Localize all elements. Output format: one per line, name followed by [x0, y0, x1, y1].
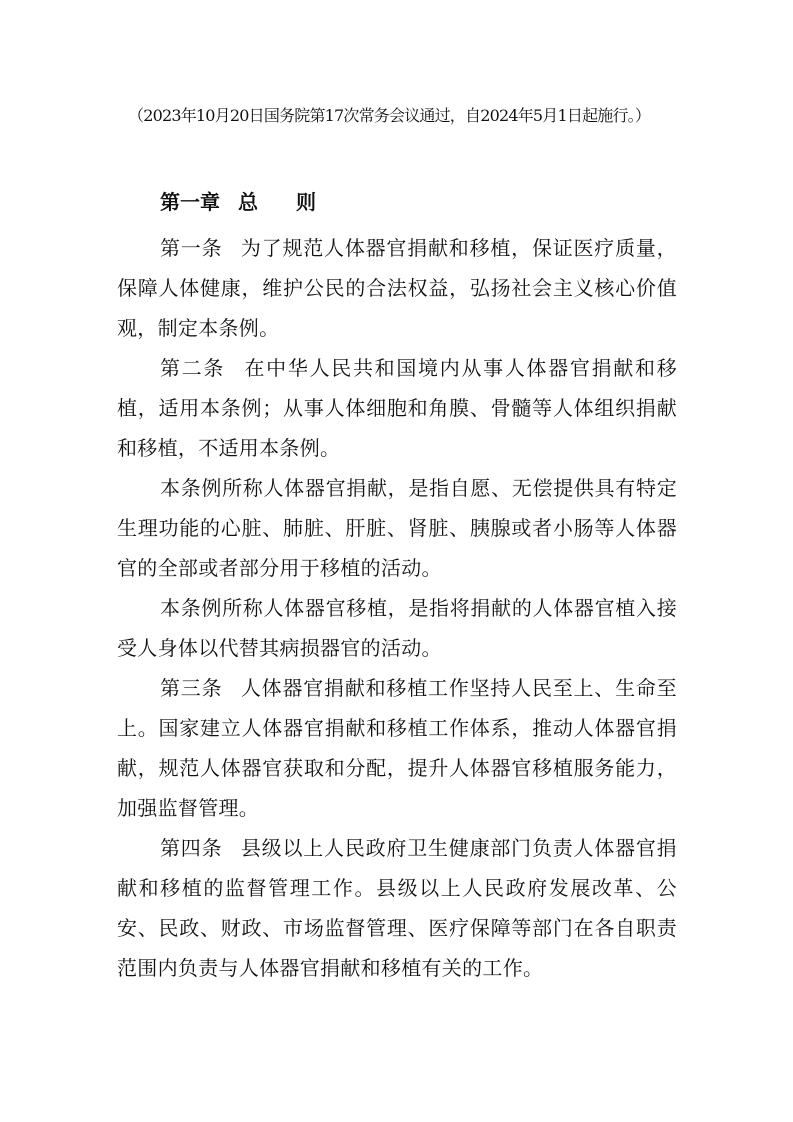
paragraph-text: 本条例所称人体器官移植，是指将捐献的人体器官植入接受人身体以代替其病损器官的活动。 [117, 596, 677, 660]
paragraph-text: 县级以上人民政府卫生健康部门负责人体器官捐献和移植的监督管理工作。县级以上人民政府发展改革、公安、民政、财政、市场监督管理、医疗保障等部门在各自职责范围内负责与人体器官捐献和移植有关的工作。 [117, 836, 677, 980]
paragraph-article-1 [117, 228, 677, 348]
article-number: 第三条 [160, 676, 223, 700]
paragraph-text: 在中华人民共和国境内从事人体器官捐献和移植，适用本条例；从事人体细胞和角膜、骨髓等人体组织捐献和移植，不适用本条例。 [117, 356, 678, 460]
paragraph-article-2-definition-donation [117, 468, 677, 588]
article-number: 第二条 [160, 356, 226, 380]
chapter-title-part2: 则 [296, 190, 316, 214]
chapter-number: 第一章 [160, 190, 220, 214]
paragraph-article-2 [117, 348, 677, 468]
chapter-title-part1: 总 [238, 190, 258, 214]
article-number: 第一条 [160, 236, 223, 260]
article-number: 第四条 [160, 836, 223, 860]
document-body [117, 228, 677, 988]
paragraph-text: 为了规范人体器官捐献和移植，保证医疗质量，保障人体健康，维护公民的合法权益，弘扬社会主义核心价值观，制定本条例。 [117, 236, 677, 340]
paragraph-article-2-definition-transplant [117, 588, 677, 668]
paragraph-article-3 [117, 668, 677, 828]
adoption-note: （2023年10月20日国务院第17次常务会议通过，自2024年5月1日起施行。） [128, 106, 651, 125]
chapter-heading [160, 188, 316, 216]
paragraph-text: 人体器官捐献和移植工作坚持人民至上、生命至上。国家建立人体器官捐献和移植工作体系，推动人体器官捐献，规范人体器官获取和分配，提升人体器官移植服务能力，加强监督管理。 [117, 676, 677, 820]
paragraph-article-4 [117, 828, 677, 988]
paragraph-text: 本条例所称人体器官捐献，是指自愿、无偿提供具有特定生理功能的心脏、肺脏、肝脏、肾脏、胰腺或者小肠等人体器官的全部或者部分用于移植的活动。 [117, 476, 677, 580]
